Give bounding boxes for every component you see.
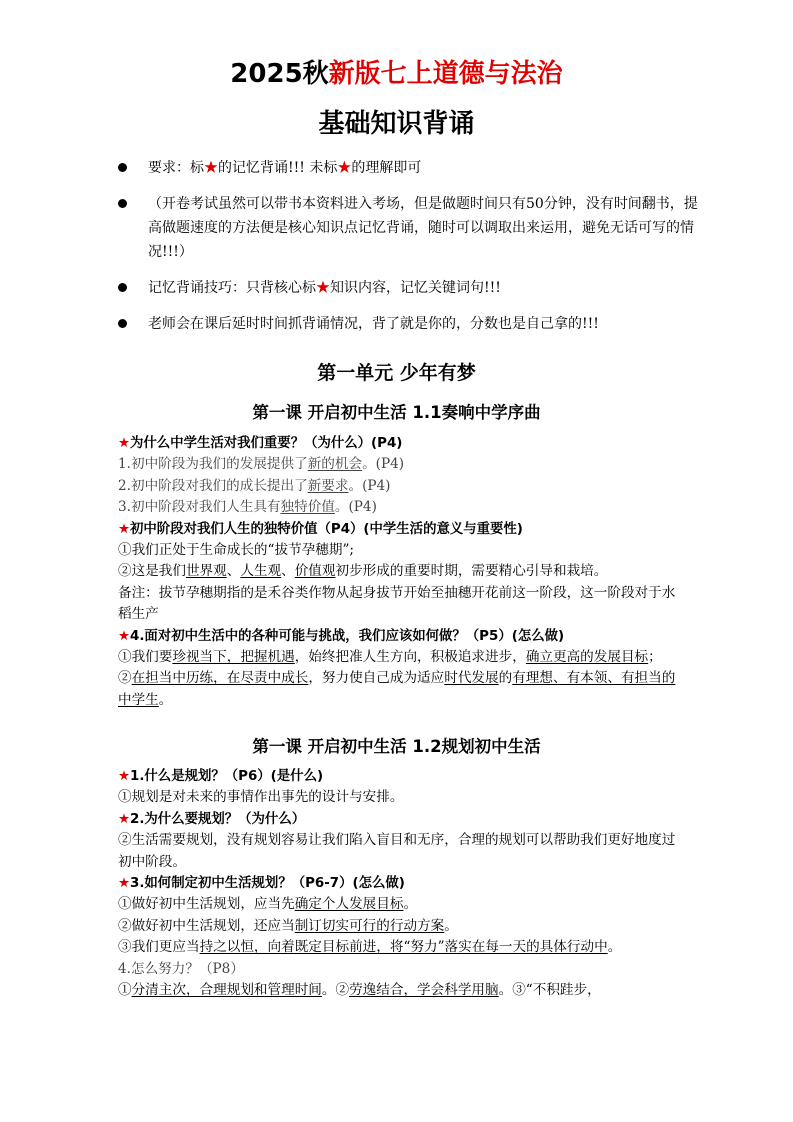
lesson-2-content — [118, 766, 678, 1001]
question-heading: ★3.如何制定初中生活规划？（P6-7）(怎么做) — [118, 876, 405, 892]
title-subject: 新版七上道德与法治 — [328, 59, 563, 89]
bullet-dot-icon — [118, 319, 127, 328]
answer-note: 备注：拔节孕穗期指的是禾谷类作物从起身拔节开始至抽穗开花前这一阶段，这一阶段对于水稻生产 — [118, 584, 676, 623]
list-item: 要求：标★的记忆背诵!!! 未标★的理解即可 — [118, 156, 698, 180]
answer-line: ②生活需要规划，没有规划容易让我们陷入盲目和无序，合理的规划可以帮助我们更好地度过初中阶段。 — [118, 832, 676, 870]
answer-line: ②在担当中历练，在尽责中成长，努力使自己成为适应时代发展的有理想、有本领、有担当的中学生。 — [118, 670, 676, 708]
list-item: 老师会在课后延时时间抓背诵情况，背了就是你的，分数也是自己拿的!!! — [118, 312, 698, 336]
requirements-list — [118, 156, 698, 348]
answer-line: ①我们要珍视当下，把握机遇，始终把准人生方向，积极追求进步，确立更高的发展目标； — [118, 649, 662, 666]
answer-line: ①做好初中生活规划，应当先确定个人发展目标。 — [118, 896, 418, 913]
answer-line: ①规划是对未来的事情作出事先的设计与安排。 — [118, 789, 404, 806]
list-item: （开卷考试虽然可以带书本资料进入考场，但是做题时间只有50分钟，没有时间翻书，提高做题速度的方法便是核心知识点记忆背诵，随时可以调取出来运用，避免无话可写的情况!!!） — [118, 192, 698, 264]
bullet-dot-icon — [118, 199, 127, 208]
answer-line: 3.初中阶段对我们人生具有独特价值。(P4) — [118, 499, 377, 516]
star-icon: ★ — [316, 280, 330, 296]
lesson-heading: 第一课 开启初中生活 1.2规划初中生活 — [252, 737, 541, 756]
answer-line: ①分清主次，合理规划和管理时间。②劳逸结合，学会科学用脑。③“不积跬步， — [118, 982, 601, 999]
question-heading: ★2.为什么要规划？（为什么） — [118, 811, 306, 827]
star-icon: ★ — [118, 876, 131, 892]
answer-line: ②做好初中生活规划，还应当制订切实可行的行动方案。 — [118, 917, 458, 934]
title-year: 2025秋 — [230, 59, 329, 89]
answer-line: ③我们更应当持之以恒，向着既定目标前进，将“努力”落实在每一天的具体行动中。 — [118, 939, 622, 956]
question-heading: ★初中阶段对我们人生的独特价值（P4）(中学生活的意义与重要性) — [118, 521, 523, 537]
answer-line: ①我们正处于生命成长的“拔节孕穗期”; — [118, 542, 354, 559]
star-icon: ★ — [118, 769, 131, 784]
star-icon: ★ — [118, 628, 131, 644]
question-heading: ★为什么中学生活对我们重要？（为什么）(P4) — [118, 436, 403, 451]
answer-line: 2.初中阶段对我们的成长提出了新要求。(P4) — [118, 477, 391, 494]
bullet-dot-icon — [118, 283, 127, 292]
bullet-dot-icon — [118, 163, 127, 172]
question-heading: ★1.什么是规划？（P6）(是什么) — [118, 769, 324, 784]
document-subtitle: 基础知识背诵 — [318, 109, 475, 139]
star-icon: ★ — [204, 160, 218, 176]
star-icon: ★ — [118, 521, 131, 537]
lesson-heading: 第一课 开启初中生活 1.1奏响中学序曲 — [252, 403, 541, 422]
unit-heading: 第一单元 少年有梦 — [317, 362, 476, 384]
document-title — [0, 58, 793, 90]
star-icon: ★ — [118, 436, 131, 451]
question-heading: ★4.面对初中生活中的各种可能与挑战，我们应该如何做？（P5）(怎么做) — [118, 628, 565, 644]
answer-line: ②这是我们世界观、人生观、价值观初步形成的重要时期，需要精心引导和栽培。 — [118, 563, 608, 580]
list-item: 记忆背诵技巧：只背核心标★知识内容，记忆关键词句!!! — [118, 276, 698, 300]
answer-line: 1.初中阶段为我们的发展提供了新的机会。(P4) — [118, 456, 405, 473]
lesson-1-content — [118, 433, 678, 711]
star-icon: ★ — [118, 811, 131, 827]
star-icon: ★ — [337, 160, 352, 176]
question-heading: 4.怎么努力？（P8） — [118, 960, 244, 977]
